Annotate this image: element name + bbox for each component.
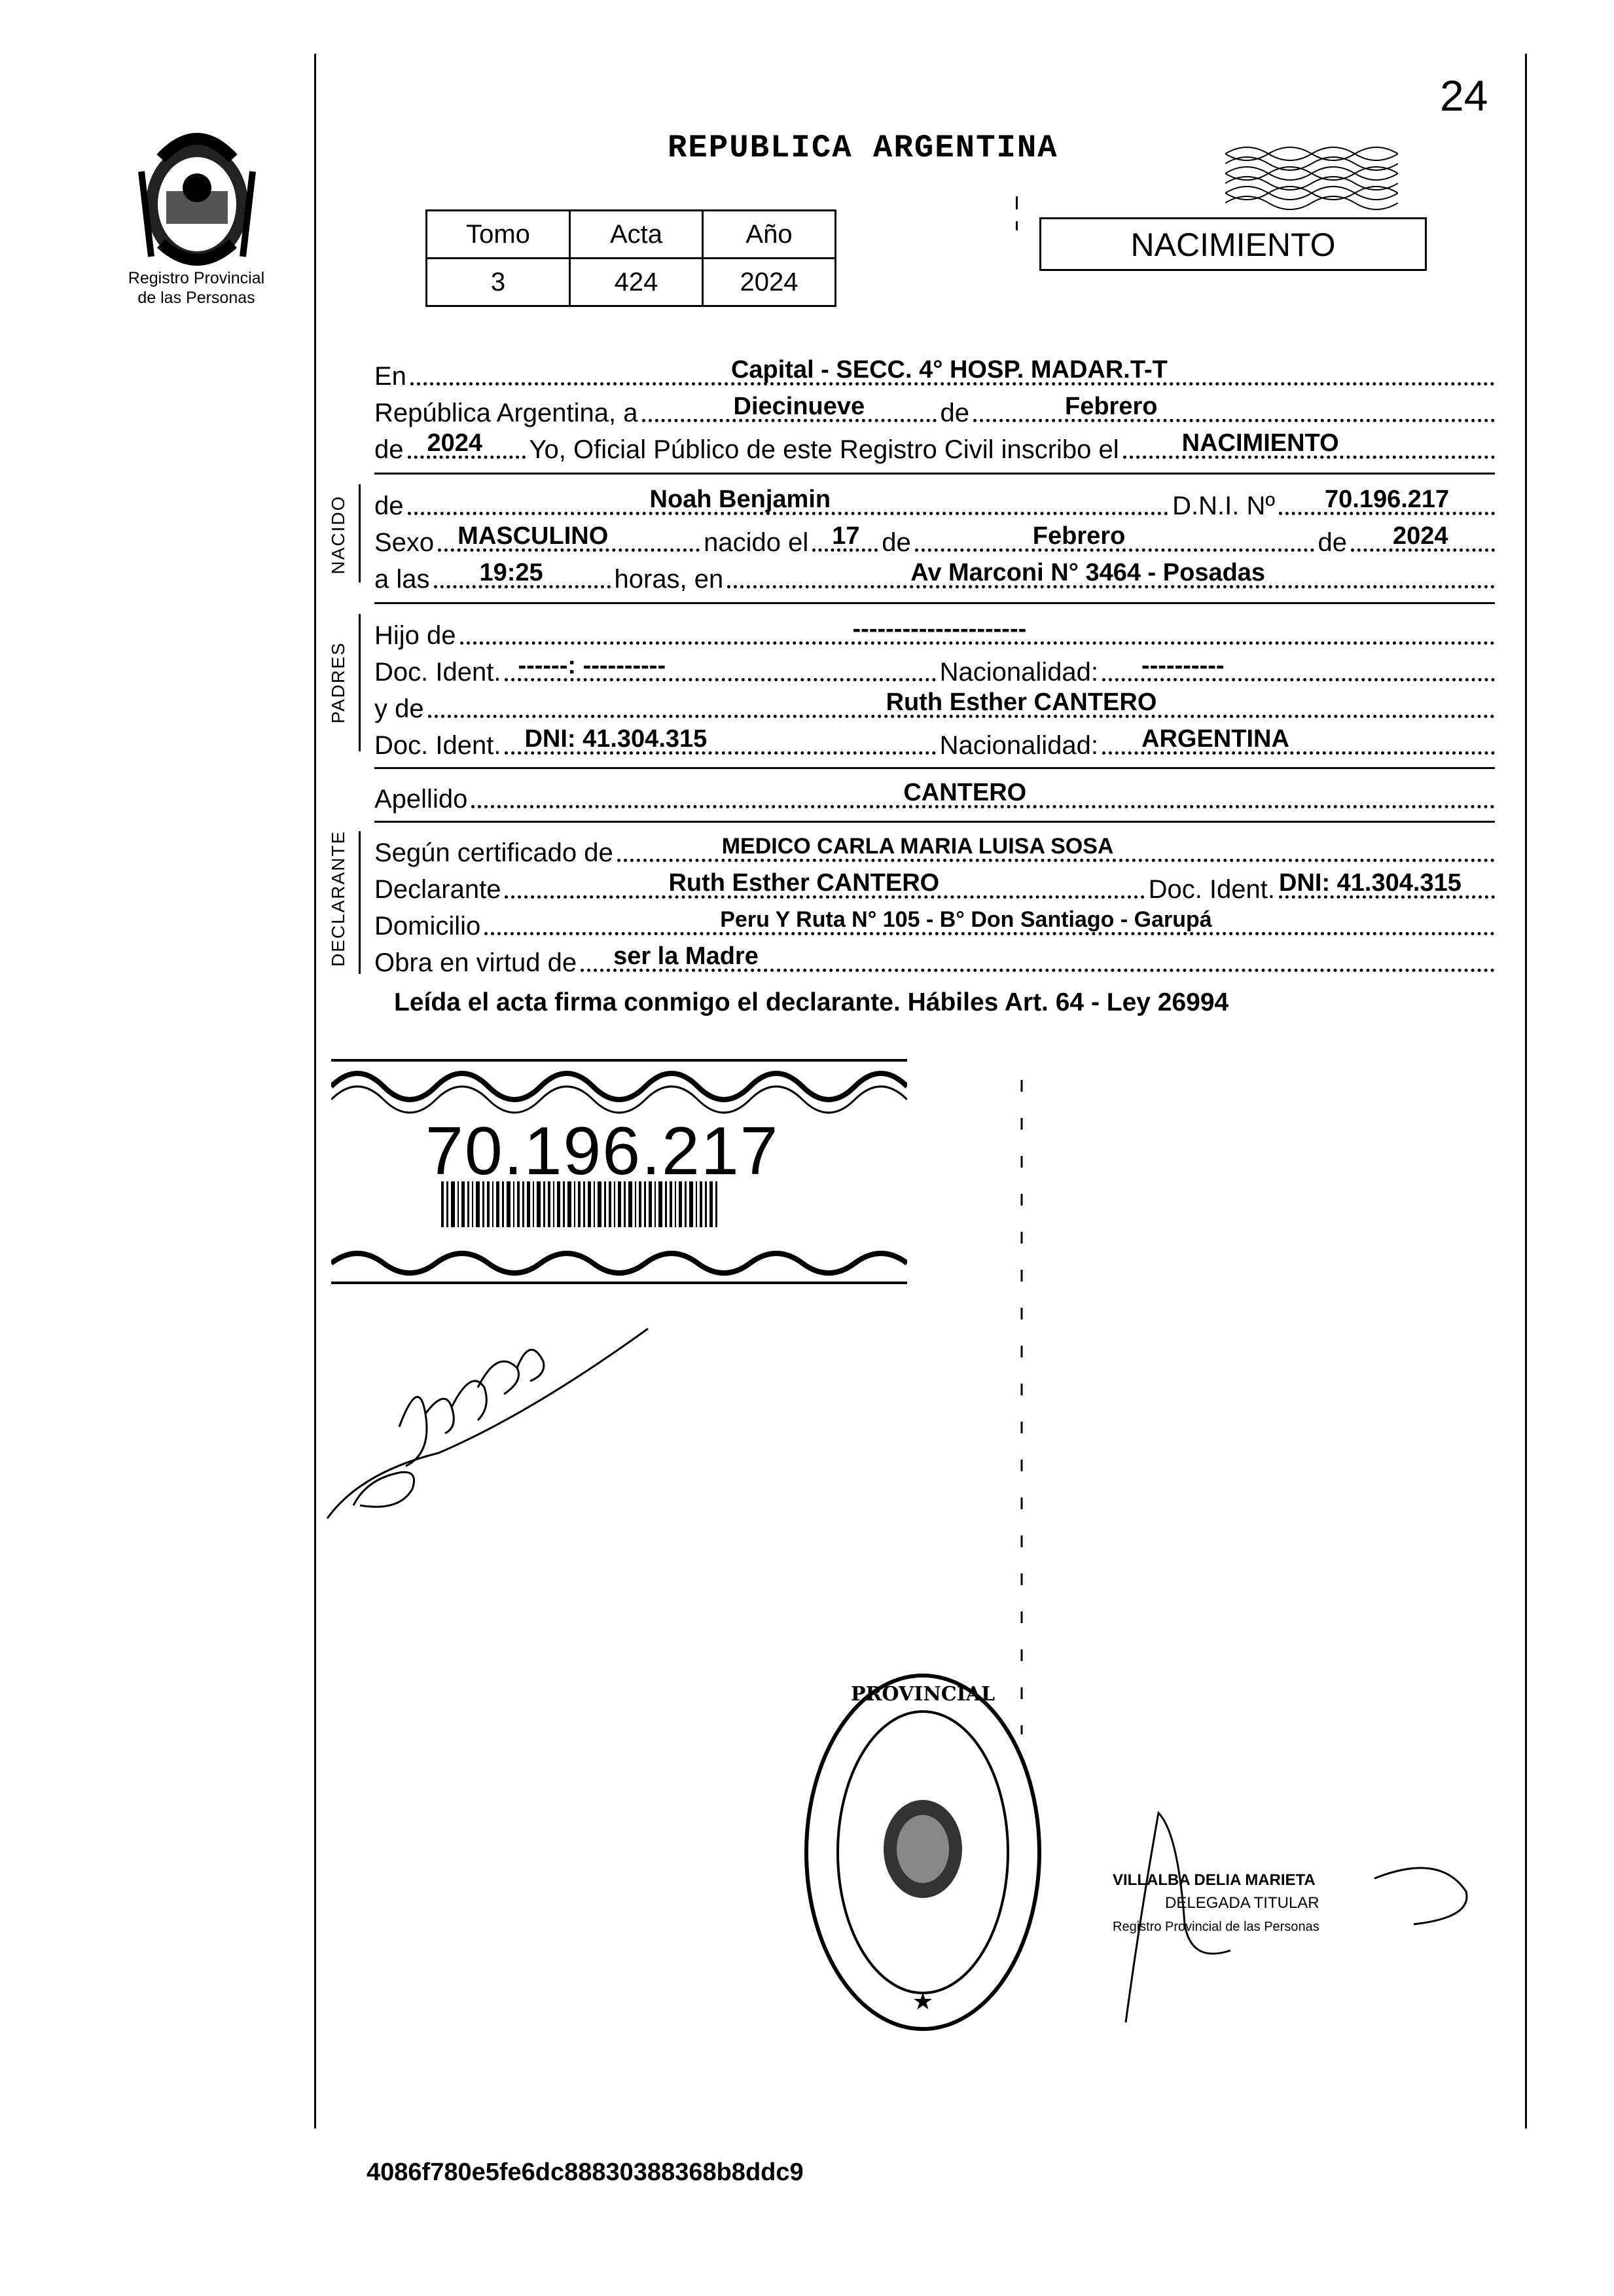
svg-text:★: ★ (912, 1988, 934, 2015)
row-sexo (374, 522, 1495, 558)
label-yo: Yo, Oficial Público de este Registro Civil inscribo el (529, 435, 1119, 464)
label-dni: D.N.I. Nº (1172, 492, 1275, 520)
value-obra: ser la Madre (613, 942, 759, 970)
fill-apellido (471, 779, 1495, 808)
dashed-guide-line (1020, 1080, 1024, 1734)
label-de: de (374, 492, 404, 520)
section-divider (374, 602, 1495, 604)
label-a-las: a las (374, 565, 430, 594)
label-de-2: de (882, 528, 911, 557)
row-date (374, 393, 1495, 428)
fill-month (973, 393, 1495, 422)
label-de-3: de (1318, 528, 1347, 557)
header-acta: Acta (570, 211, 703, 259)
value-inscribe: NACIMIENTO (1181, 429, 1339, 457)
value-year: 2024 (427, 429, 483, 457)
label-de2: de (374, 435, 404, 464)
svg-text:PROVINCIAL: PROVINCIAL (850, 1683, 995, 1706)
fill-hijo (460, 615, 1495, 645)
fill-mother (428, 689, 1495, 718)
value-month: Febrero (1065, 393, 1158, 420)
value-birth-year: 2024 (1393, 522, 1448, 550)
padres-bracket (359, 614, 361, 751)
value-domicilio: Peru Y Ruta N° 105 - B° Don Santiago - Garupá (720, 907, 1212, 932)
fill-doc1 (505, 652, 935, 681)
value-en: Capital - SECC. 4° HOSP. MADAR.T-T (730, 356, 1168, 384)
fill-day (642, 393, 937, 422)
label-doc1: Doc. Ident. (374, 658, 501, 687)
fill-doc2 (505, 725, 935, 755)
fill-birth-year (1351, 522, 1495, 552)
value-doc2: DNI: 41.304.315 (524, 725, 708, 753)
fill-obra (581, 942, 1495, 972)
svg-text:Registro Provincial de las Per: Registro Provincial de las Personas (1113, 1920, 1319, 1934)
fill-name (408, 486, 1169, 515)
fill-dni (1279, 486, 1495, 515)
label-republica: República Argentina, a (374, 399, 638, 427)
fill-birth-month (915, 522, 1314, 552)
declarante-side-label: DECLARANTE (328, 830, 348, 967)
row-year (374, 429, 1495, 465)
label-declarante: Declarante (374, 875, 501, 904)
margin-tick (1016, 196, 1018, 209)
security-guilloche-pattern (1225, 141, 1398, 219)
registry-table (425, 209, 836, 307)
value-doc1: ------: ---------- (518, 652, 666, 679)
row-certificado (374, 833, 1495, 868)
section-divider (374, 473, 1495, 475)
fill-domicilio (484, 907, 1495, 935)
label-en: En (374, 362, 406, 391)
label-nac2: Nacionalidad: (939, 731, 1098, 760)
margin-tick (1016, 221, 1018, 230)
label-declarante-doc: Doc. Ident. (1148, 875, 1275, 904)
row-doc2 (374, 725, 1495, 761)
section-divider (374, 821, 1495, 823)
registry-label-line1: Registro Provincial (128, 269, 265, 287)
label-apellido: Apellido (374, 785, 468, 814)
label-obra: Obra en virtud de (374, 948, 577, 977)
value-tomo: 3 (427, 259, 570, 306)
value-apellido: CANTERO (903, 779, 1027, 806)
value-sexo: MASCULINO (457, 522, 609, 550)
registry-label (98, 268, 295, 308)
declarante-bracket (359, 831, 361, 974)
row-obra (374, 942, 1495, 978)
header-ano: Año (703, 211, 836, 259)
row-mother (374, 689, 1495, 724)
label-nacido-el: nacido el (704, 528, 809, 557)
fill-place (727, 559, 1495, 588)
row-nacido-name (374, 486, 1495, 521)
label-horas: horas, en (614, 565, 724, 594)
row-en (374, 356, 1495, 391)
act-type-box: NACIMIENTO (1039, 217, 1427, 271)
fill-declarante-doc (1279, 869, 1495, 899)
fill-birth-day (812, 522, 878, 552)
row-domicilio (374, 906, 1495, 941)
nacido-bracket (359, 484, 361, 583)
value-certificado: MEDICO CARLA MARIA LUISA SOSA (721, 834, 1114, 859)
value-birth-month: Febrero (1032, 522, 1126, 550)
row-apellido (374, 779, 1495, 814)
fill-time (434, 559, 611, 588)
nacido-side-label: NACIDO (328, 495, 348, 575)
label-y-de: y de (374, 694, 424, 723)
value-mother: Ruth Esther CANTERO (886, 689, 1157, 716)
fill-nac2 (1102, 725, 1495, 755)
document-hash: 4086f780e5fe6dc88830388368b8ddc9 (367, 2159, 804, 2186)
fill-nac1 (1102, 652, 1495, 681)
fill-en (410, 356, 1495, 386)
fill-certificado (617, 836, 1495, 862)
value-birth-day: 17 (832, 522, 860, 550)
label-domicilio: Domicilio (374, 912, 481, 941)
row-hora (374, 559, 1495, 594)
firma-statement: Leída el acta firma conmigo el declarante. Hábiles Art. 64 - Ley 26994 (394, 988, 1229, 1016)
registry-label-line2: de las Personas (137, 289, 255, 307)
value-ano: 2024 (703, 259, 836, 306)
left-margin-line (314, 54, 316, 2128)
value-time: 19:25 (479, 559, 543, 586)
label-hijo: Hijo de (374, 621, 456, 650)
header-tomo: Tomo (427, 211, 570, 259)
label-doc2: Doc. Ident. (374, 731, 501, 760)
svg-text:DELEGADA TITULAR: DELEGADA TITULAR (1165, 1894, 1319, 1912)
misiones-crest-logo (115, 113, 279, 283)
value-acta: 424 (570, 259, 703, 306)
padres-side-label: PADRES (328, 641, 348, 724)
value-declarante-doc: DNI: 41.304.315 (1279, 869, 1462, 897)
fill-sexo (438, 522, 700, 552)
label-de: de (940, 399, 969, 427)
page-number: 24 (1440, 71, 1488, 120)
row-doc1 (374, 652, 1495, 687)
delegate-signature-stamp (1100, 1793, 1492, 2029)
value-dni: 70.196.217 (1325, 486, 1450, 513)
section-divider (374, 767, 1495, 769)
fill-inscribe (1123, 429, 1495, 459)
value-hijo: --------------------- (852, 615, 1027, 643)
row-declarante (374, 869, 1495, 905)
value-declarante: Ruth Esther CANTERO (668, 869, 940, 897)
value-name: Noah Benjamin (649, 486, 831, 513)
official-seal (798, 1669, 1047, 2036)
label-nac1: Nacionalidad: (939, 658, 1098, 687)
row-hijo (374, 615, 1495, 651)
right-margin-line (1525, 54, 1527, 2128)
value-day: Diecinueve (733, 393, 865, 420)
value-nac1: ---------- (1141, 652, 1225, 679)
label-certificado: Según certificado de (374, 838, 613, 867)
label-sexo: Sexo (374, 528, 435, 557)
country-title: REPUBLICA ARGENTINA (668, 130, 1058, 166)
fill-year (408, 429, 526, 459)
value-place: Av Marconi N° 3464 - Posadas (910, 559, 1266, 586)
fill-declarante (505, 869, 1144, 899)
svg-text:VILLALBA DELIA MARIETA: VILLALBA DELIA MARIETA (1113, 1871, 1316, 1889)
value-nac2: ARGENTINA (1141, 725, 1289, 753)
registrar-signature (321, 1309, 661, 1525)
barcode-number: 70.196.217 (425, 1113, 780, 1189)
